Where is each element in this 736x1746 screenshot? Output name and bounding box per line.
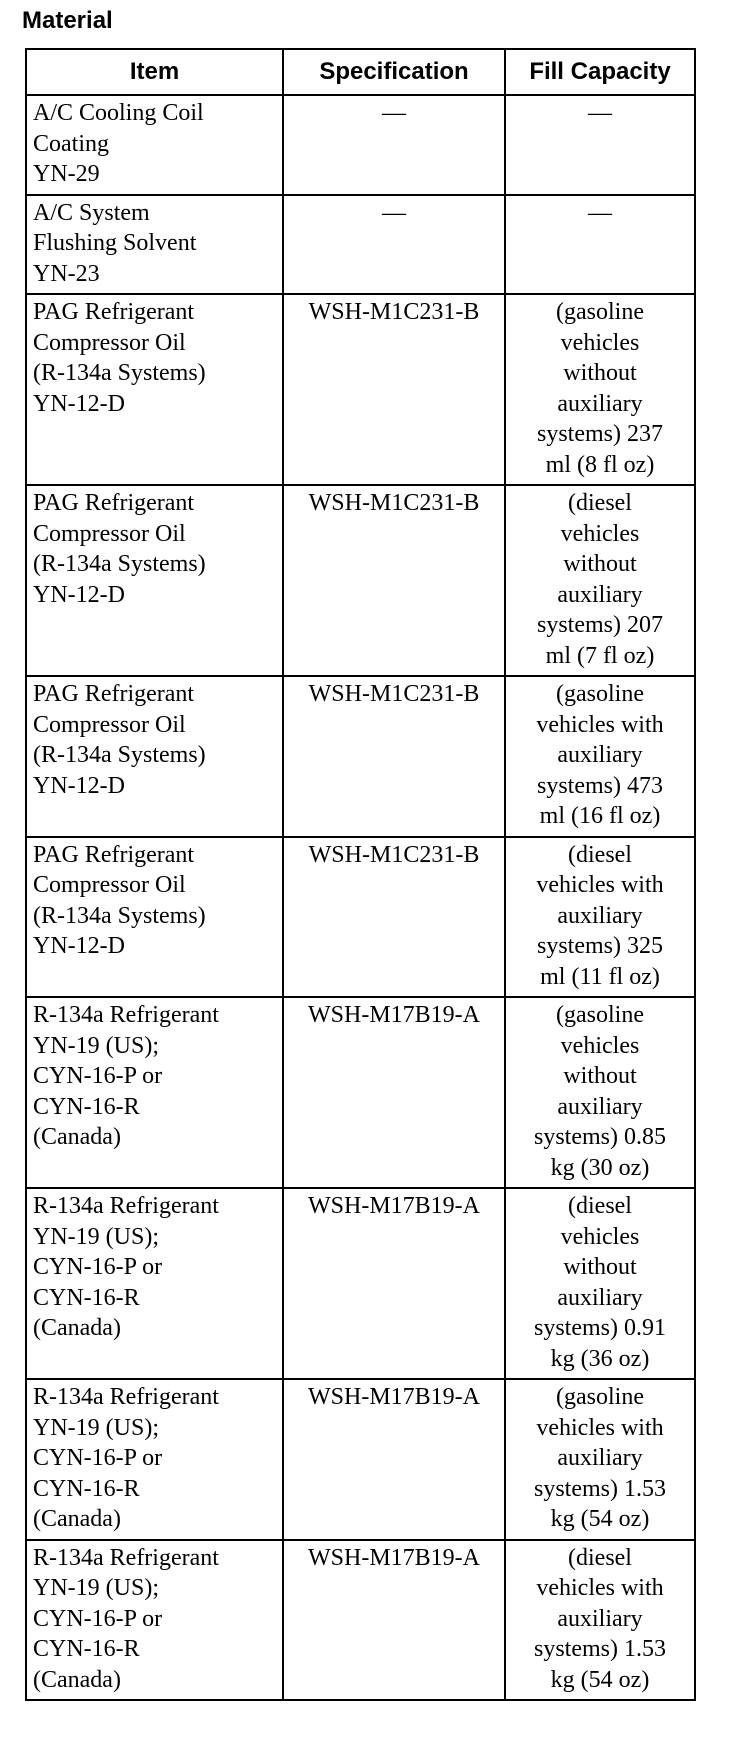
item-cell: A/C Cooling Coil Coating YN-29 [26, 95, 283, 195]
table-row [26, 294, 695, 485]
specification-cell: WSH-M17B19-A [283, 1379, 505, 1540]
item-cell: A/C System Flushing Solvent YN-23 [26, 195, 283, 295]
table-body [26, 95, 695, 1700]
item-cell: PAG Refrigerant Compressor Oil (R-134a Systems) YN-12-D [26, 837, 283, 998]
specification-cell: WSH-M1C231-B [283, 485, 505, 676]
fill-capacity-cell: — [505, 195, 695, 295]
specification-cell: WSH-M17B19-A [283, 1188, 505, 1379]
section-title: Material [22, 7, 113, 34]
header-specification: Specification [283, 49, 505, 95]
fill-capacity-cell: (diesel vehicles with auxiliary systems) 1.53 kg (54 oz) [505, 1540, 695, 1701]
header-item: Item [26, 49, 283, 95]
item-cell: PAG Refrigerant Compressor Oil (R-134a Systems) YN-12-D [26, 294, 283, 485]
item-cell: R-134a Refrigerant YN-19 (US); CYN-16-P or CYN-16-R (Canada) [26, 1379, 283, 1540]
specification-cell: WSH-M17B19-A [283, 1540, 505, 1701]
fill-capacity-cell: (diesel vehicles with auxiliary systems) 325 ml (11 fl oz) [505, 837, 695, 998]
item-cell: R-134a Refrigerant YN-19 (US); CYN-16-P or CYN-16-R (Canada) [26, 1540, 283, 1701]
table-row [26, 485, 695, 676]
fill-capacity-cell: (gasoline vehicles without auxiliary systems) 237 ml (8 fl oz) [505, 294, 695, 485]
specification-cell: — [283, 195, 505, 295]
item-cell: PAG Refrigerant Compressor Oil (R-134a Systems) YN-12-D [26, 676, 283, 837]
specification-cell: WSH-M1C231-B [283, 676, 505, 837]
item-cell: PAG Refrigerant Compressor Oil (R-134a Systems) YN-12-D [26, 485, 283, 676]
table-row [26, 837, 695, 998]
fill-capacity-cell: — [505, 95, 695, 195]
header-fill-capacity: Fill Capacity [505, 49, 695, 95]
fill-capacity-cell: (gasoline vehicles without auxiliary systems) 0.85 kg (30 oz) [505, 997, 695, 1188]
fill-capacity-cell: (diesel vehicles without auxiliary systems) 207 ml (7 fl oz) [505, 485, 695, 676]
header-row [26, 49, 695, 95]
specification-cell: WSH-M1C231-B [283, 837, 505, 998]
fill-capacity-cell: (gasoline vehicles with auxiliary systems) 473 ml (16 fl oz) [505, 676, 695, 837]
table-row [26, 95, 695, 195]
table-row [26, 676, 695, 837]
item-cell: R-134a Refrigerant YN-19 (US); CYN-16-P or CYN-16-R (Canada) [26, 1188, 283, 1379]
table-row [26, 1188, 695, 1379]
item-cell: R-134a Refrigerant YN-19 (US); CYN-16-P or CYN-16-R (Canada) [26, 997, 283, 1188]
specification-cell: — [283, 95, 505, 195]
specification-cell: WSH-M1C231-B [283, 294, 505, 485]
specification-cell: WSH-M17B19-A [283, 997, 505, 1188]
fill-capacity-cell: (diesel vehicles without auxiliary systems) 0.91 kg (36 oz) [505, 1188, 695, 1379]
fill-capacity-cell: (gasoline vehicles with auxiliary systems) 1.53 kg (54 oz) [505, 1379, 695, 1540]
table-row [26, 1379, 695, 1540]
table-row [26, 195, 695, 295]
material-table [25, 48, 696, 1701]
table-row [26, 1540, 695, 1701]
table-row [26, 997, 695, 1188]
